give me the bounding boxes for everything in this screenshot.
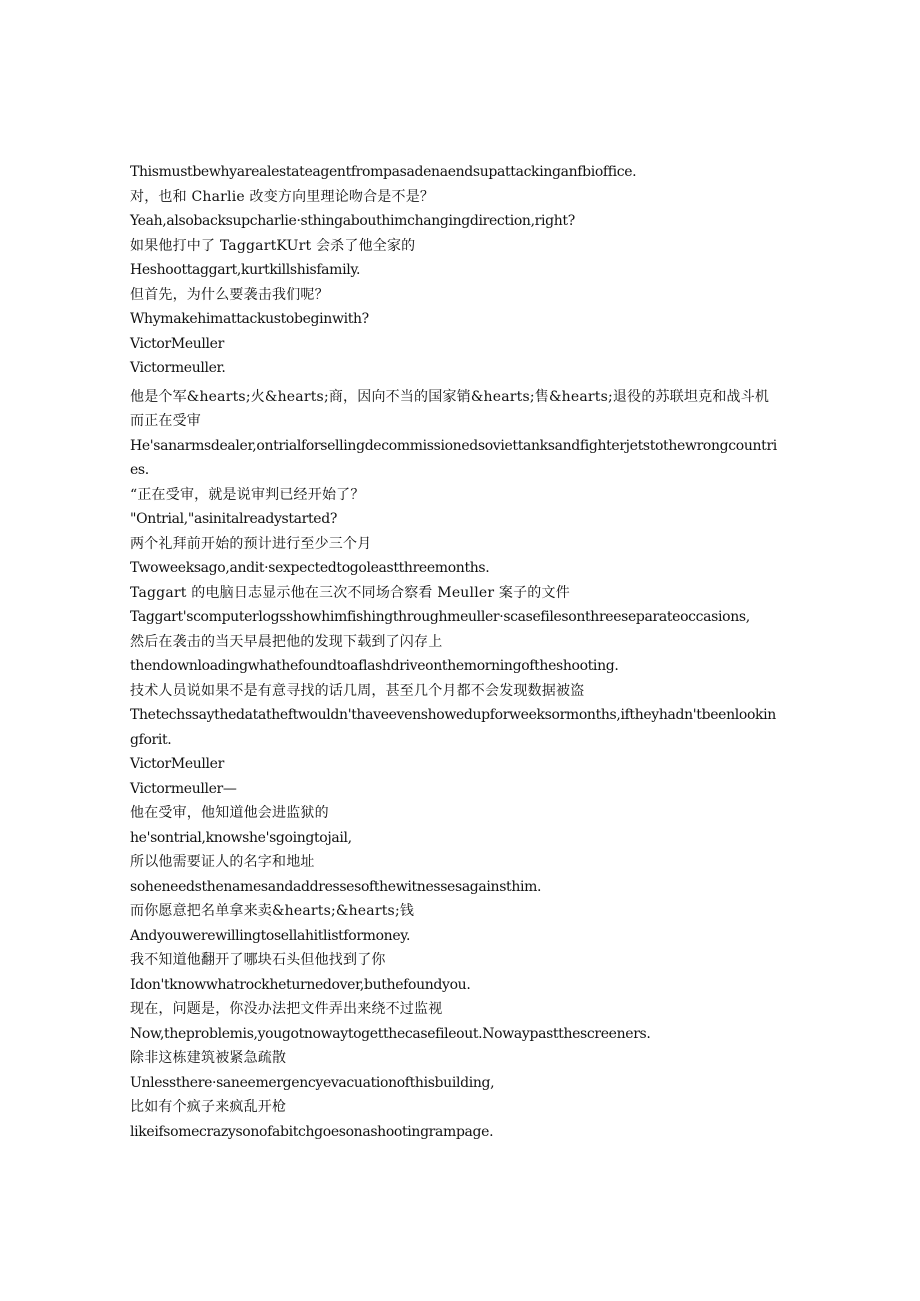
- subtitle-line-english: He'sanarmsdealer,ontrialforsellingdecommissionedsoviettanksandfighterjetstothewrongcountries.: [130, 437, 777, 478]
- subtitle-line-english: VictorMeuller: [130, 335, 224, 352]
- subtitle-line-english: "Ontrial,"asinitalreadystarted?: [130, 511, 337, 527]
- subtitle-line-english: likeifsomecrazysonofabitchgoesonashootingrampage.: [130, 1123, 494, 1140]
- subtitle-line-english: Thetechssaythedatatheftwouldn'thaveevenshowedupforweeksormonths,iftheyhadn'tbeenlookingforit.: [130, 707, 776, 748]
- subtitle-line-chinese: 现在，问题是，你没办法把文件弄出来绕不过监视: [130, 1001, 443, 1017]
- subtitle-line-english: Taggart'scomputerlogsshowhimfishingthroughmeuller·scasefilesonthreeseparateoccasions,: [130, 609, 750, 625]
- subtitle-line-english: Victormeuller—: [130, 780, 237, 797]
- subtitle-line-english: soheneedsthenamesandaddressesofthewitnessesagainsthim.: [130, 878, 542, 895]
- subtitle-line-chinese: 我不知道他翻开了哪块石头但他找到了你: [130, 952, 386, 968]
- subtitle-line-chinese: 比如有个疯子来疯乱开枪: [130, 1099, 287, 1115]
- transcript-body: [130, 160, 780, 1144]
- subtitle-line-english: Idon'tknowwhatrockheturnedover,buthefoundyou.: [130, 976, 471, 993]
- subtitle-line-chinese: Taggart 的电脑日志显示他在三次不同场合察看 Meuller 案子的文件: [130, 584, 570, 601]
- subtitle-line-english: thendownloadingwhathefoundtoaflashdriveonthemorningoftheshooting.: [130, 658, 619, 674]
- subtitle-line-english: he'sontrial,knowshe'sgoingtojail,: [130, 829, 352, 846]
- subtitle-line-english: Whymakehimattackustobeginwith?: [130, 311, 369, 327]
- subtitle-line-english: Victormeuller.: [130, 360, 226, 376]
- subtitle-line-english: Unlessthere·saneemergencyevacuationofthisbuilding,: [130, 1074, 495, 1091]
- subtitle-line-english: Heshoottaggart,kurtkillshisfamily.: [130, 262, 361, 278]
- subtitle-line-chinese: 然后在袭击的当天早晨把他的发现下载到了闪存上: [130, 633, 443, 650]
- subtitle-line-chinese: 技术人员说如果不是有意寻找的话几周，甚至几个月都不会发现数据被盗: [130, 682, 585, 699]
- subtitle-line-chinese: 对，也和 Charlie 改变方向里理论吻合是不是？: [130, 188, 435, 205]
- subtitle-line-chinese: 但首先，为什么要袭击我们呢？: [130, 286, 329, 303]
- subtitle-line-english: Twoweeksago,andit·sexpectedtogoleastthreemonths.: [130, 560, 490, 576]
- subtitle-line-chinese: 他是个军&hearts;火&hearts;商，因向不当的国家销&hearts;售&hearts;退役的苏联坦克和战斗机而正在受审: [130, 388, 770, 429]
- subtitle-line-chinese: 如果他打中了 TaggartKUrt 会杀了他全家的: [130, 237, 416, 254]
- subtitle-line-chinese: 两个礼拜前开始的预计进行至少三个月: [130, 535, 372, 552]
- subtitle-line-english: Now,theproblemis,yougotnowaytogetthecasefileout.Nowaypastthescreeners.: [130, 1025, 651, 1042]
- subtitle-line-chinese: “正在受审，就是说审判已经开始了？: [130, 486, 365, 503]
- subtitle-line-english: Thismustbewhyarealestateagentfrompasadenaendsupattackinganfbioffice.: [130, 164, 637, 180]
- subtitle-line-chinese: 所以他需要证人的名字和地址: [130, 854, 315, 870]
- subtitle-line-english: Yeah,alsobacksupcharlie·sthingabouthimchangingdirection,right?: [130, 213, 575, 229]
- subtitle-line-chinese: 他在受审，他知道他会进监狱的: [130, 805, 329, 821]
- subtitle-line-chinese: 而你愿意把名单拿来卖&hearts;&hearts;钱: [130, 903, 415, 919]
- subtitle-line-english: Andyouwerewillingtosellahitlistformoney.: [130, 927, 411, 944]
- subtitle-line-chinese: 除非这栋建筑被紧急疏散: [130, 1050, 287, 1066]
- subtitle-line-english: VictorMeuller: [130, 756, 224, 772]
